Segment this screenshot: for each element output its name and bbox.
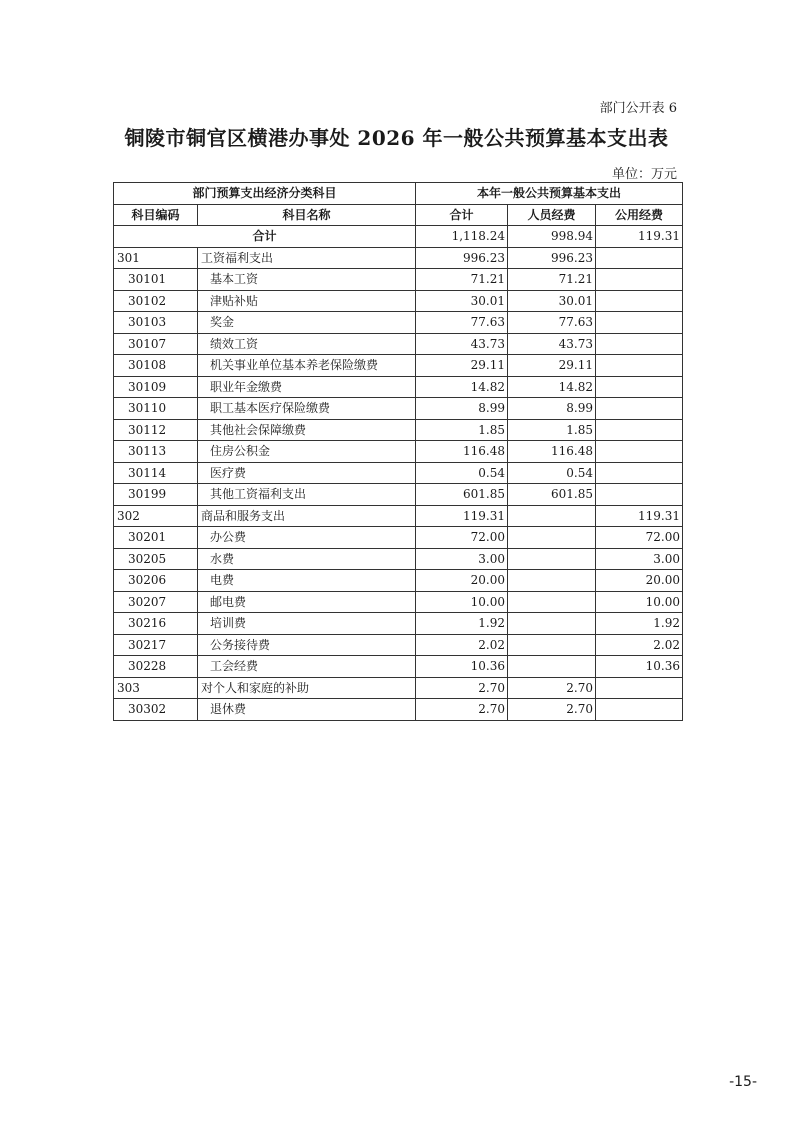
row-public xyxy=(596,398,683,420)
row-total: 116.48 xyxy=(416,441,508,463)
row-personnel: 2.70 xyxy=(508,677,596,699)
row-public xyxy=(596,441,683,463)
table-row xyxy=(114,613,683,635)
row-public xyxy=(596,677,683,699)
row-total: 30.01 xyxy=(416,290,508,312)
row-code: 30228 xyxy=(114,656,198,678)
row-code: 30302 xyxy=(114,699,198,721)
table-row xyxy=(114,312,683,334)
row-name: 职业年金缴费 xyxy=(198,376,416,398)
row-personnel: 30.01 xyxy=(508,290,596,312)
row-personnel xyxy=(508,570,596,592)
unit-label: 单位：万元 xyxy=(611,167,677,182)
row-personnel: 1.85 xyxy=(508,419,596,441)
row-public xyxy=(596,376,683,398)
row-name: 其他工资福利支出 xyxy=(198,484,416,506)
row-personnel xyxy=(508,527,596,549)
row-name: 对个人和家庭的补助 xyxy=(198,677,416,699)
row-name: 机关事业单位基本养老保险缴费 xyxy=(198,355,416,377)
row-code: 30217 xyxy=(114,634,198,656)
row-personnel xyxy=(508,613,596,635)
row-name: 工资福利支出 xyxy=(198,247,416,269)
table-row xyxy=(114,527,683,549)
row-total: 20.00 xyxy=(416,570,508,592)
row-code: 30110 xyxy=(114,398,198,420)
row-public xyxy=(596,247,683,269)
table-row xyxy=(114,548,683,570)
row-name: 培训费 xyxy=(198,613,416,635)
row-name: 绩效工资 xyxy=(198,333,416,355)
row-code: 30216 xyxy=(114,613,198,635)
row-total: 1.92 xyxy=(416,613,508,635)
header-group-row xyxy=(114,183,683,205)
row-name: 医疗费 xyxy=(198,462,416,484)
header-column-row xyxy=(114,204,683,226)
row-code: 301 xyxy=(114,247,198,269)
row-code: 302 xyxy=(114,505,198,527)
table-row xyxy=(114,376,683,398)
table-label: 部门公开表 6 xyxy=(599,101,677,116)
row-name: 住房公积金 xyxy=(198,441,416,463)
row-name: 工会经费 xyxy=(198,656,416,678)
row-total: 601.85 xyxy=(416,484,508,506)
table-row xyxy=(114,677,683,699)
table-row xyxy=(114,441,683,463)
row-code: 30102 xyxy=(114,290,198,312)
row-name: 商品和服务支出 xyxy=(198,505,416,527)
row-name: 办公费 xyxy=(198,527,416,549)
row-personnel xyxy=(508,634,596,656)
row-code: 30205 xyxy=(114,548,198,570)
row-public: 3.00 xyxy=(596,548,683,570)
total-row-total: 1,118.24 xyxy=(416,226,508,248)
row-total: 2.70 xyxy=(416,677,508,699)
table-row xyxy=(114,634,683,656)
column-header-total: 合计 xyxy=(416,204,508,226)
table-row xyxy=(114,398,683,420)
row-personnel: 601.85 xyxy=(508,484,596,506)
row-personnel: 0.54 xyxy=(508,462,596,484)
column-header-name: 科目名称 xyxy=(198,204,416,226)
table-row xyxy=(114,656,683,678)
row-personnel: 8.99 xyxy=(508,398,596,420)
row-total: 10.36 xyxy=(416,656,508,678)
row-code: 30201 xyxy=(114,527,198,549)
row-code: 30108 xyxy=(114,355,198,377)
row-name: 电费 xyxy=(198,570,416,592)
row-total: 71.21 xyxy=(416,269,508,291)
table-row xyxy=(114,247,683,269)
row-personnel: 996.23 xyxy=(508,247,596,269)
budget-table xyxy=(113,182,683,721)
column-header-public: 公用经费 xyxy=(596,204,683,226)
row-name: 邮电费 xyxy=(198,591,416,613)
row-personnel: 77.63 xyxy=(508,312,596,334)
page-title: 铜陵市铜官区横港办事处 2026 年一般公共预算基本支出表 xyxy=(124,126,669,150)
row-public: 10.36 xyxy=(596,656,683,678)
row-total: 77.63 xyxy=(416,312,508,334)
row-total: 996.23 xyxy=(416,247,508,269)
row-name: 退休费 xyxy=(198,699,416,721)
table-row xyxy=(114,484,683,506)
row-personnel: 29.11 xyxy=(508,355,596,377)
table-row xyxy=(114,269,683,291)
row-public xyxy=(596,290,683,312)
table-row xyxy=(114,290,683,312)
row-public: 119.31 xyxy=(596,505,683,527)
row-public: 10.00 xyxy=(596,591,683,613)
row-total: 43.73 xyxy=(416,333,508,355)
row-total: 1.85 xyxy=(416,419,508,441)
row-personnel xyxy=(508,548,596,570)
row-code: 30207 xyxy=(114,591,198,613)
row-code: 30101 xyxy=(114,269,198,291)
row-code: 30206 xyxy=(114,570,198,592)
row-code: 303 xyxy=(114,677,198,699)
row-public xyxy=(596,484,683,506)
row-total: 3.00 xyxy=(416,548,508,570)
row-name: 基本工资 xyxy=(198,269,416,291)
row-personnel: 2.70 xyxy=(508,699,596,721)
row-public xyxy=(596,419,683,441)
row-code: 30112 xyxy=(114,419,198,441)
table-row xyxy=(114,333,683,355)
table-row xyxy=(114,505,683,527)
column-header-personnel: 人员经费 xyxy=(508,204,596,226)
row-code: 30113 xyxy=(114,441,198,463)
row-code: 30199 xyxy=(114,484,198,506)
total-row-personnel: 998.94 xyxy=(508,226,596,248)
row-total: 10.00 xyxy=(416,591,508,613)
table-row xyxy=(114,570,683,592)
table-row xyxy=(114,591,683,613)
row-public xyxy=(596,462,683,484)
group-header-classification: 部门预算支出经济分类科目 xyxy=(114,183,416,205)
row-code: 30114 xyxy=(114,462,198,484)
total-row-label: 合计 xyxy=(114,226,416,248)
row-public xyxy=(596,312,683,334)
row-code: 30103 xyxy=(114,312,198,334)
row-personnel: 71.21 xyxy=(508,269,596,291)
row-public: 2.02 xyxy=(596,634,683,656)
column-header-code: 科目编码 xyxy=(114,204,198,226)
row-personnel: 14.82 xyxy=(508,376,596,398)
row-total: 2.02 xyxy=(416,634,508,656)
row-total: 72.00 xyxy=(416,527,508,549)
table-row xyxy=(114,419,683,441)
row-public: 20.00 xyxy=(596,570,683,592)
row-total: 2.70 xyxy=(416,699,508,721)
row-total: 8.99 xyxy=(416,398,508,420)
row-name: 奖金 xyxy=(198,312,416,334)
row-name: 职工基本医疗保险缴费 xyxy=(198,398,416,420)
total-row xyxy=(114,226,683,248)
table-row xyxy=(114,699,683,721)
row-total: 119.31 xyxy=(416,505,508,527)
table-row xyxy=(114,355,683,377)
row-personnel xyxy=(508,656,596,678)
page-number: -15- xyxy=(729,1074,757,1090)
row-total: 29.11 xyxy=(416,355,508,377)
row-name: 其他社会保障缴费 xyxy=(198,419,416,441)
row-personnel xyxy=(508,505,596,527)
row-public xyxy=(596,699,683,721)
total-row-public: 119.31 xyxy=(596,226,683,248)
row-name: 水费 xyxy=(198,548,416,570)
row-public: 72.00 xyxy=(596,527,683,549)
row-total: 0.54 xyxy=(416,462,508,484)
row-public xyxy=(596,269,683,291)
row-personnel: 116.48 xyxy=(508,441,596,463)
row-total: 14.82 xyxy=(416,376,508,398)
group-header-expenditure: 本年一般公共预算基本支出 xyxy=(416,183,683,205)
row-public: 1.92 xyxy=(596,613,683,635)
row-name: 公务接待费 xyxy=(198,634,416,656)
row-code: 30107 xyxy=(114,333,198,355)
row-personnel: 43.73 xyxy=(508,333,596,355)
row-personnel xyxy=(508,591,596,613)
row-code: 30109 xyxy=(114,376,198,398)
row-public xyxy=(596,355,683,377)
row-name: 津贴补贴 xyxy=(198,290,416,312)
row-public xyxy=(596,333,683,355)
table-row xyxy=(114,462,683,484)
